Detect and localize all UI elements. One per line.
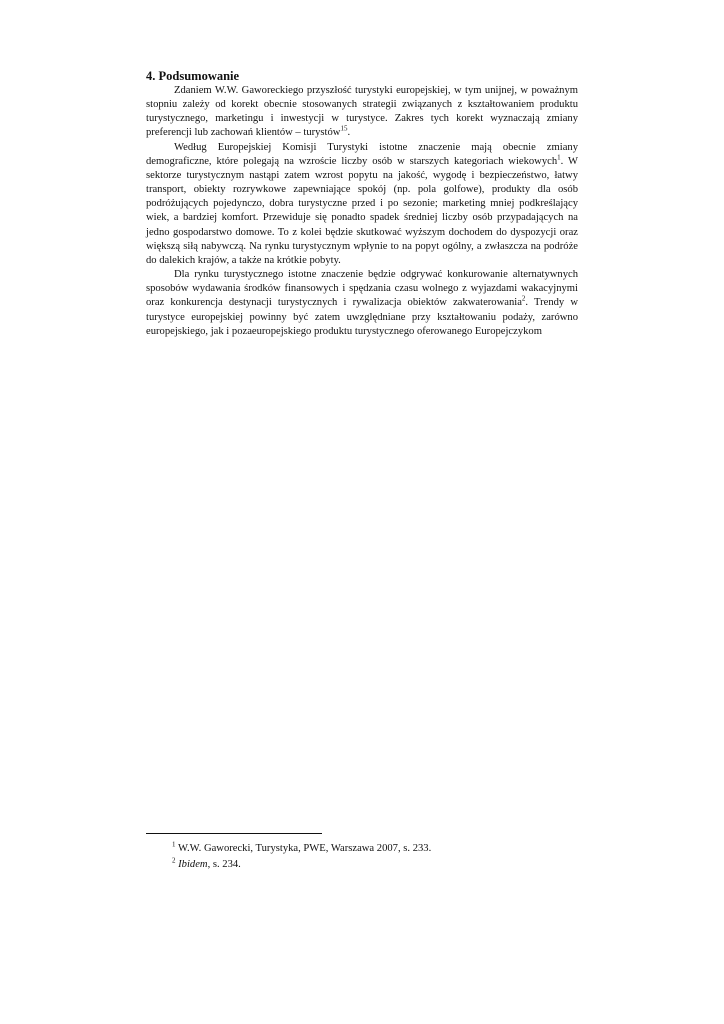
body-text: [146, 84, 578, 339]
paragraph-3-text-a: Dla rynku turystycznego istotne znaczenie będzie odgrywać konkurowanie alternatywnych sposobów wydawania środków finansowych i spędzania czasu wolnego z wyjazdami wakacyjnymi oraz konkurencja destynacji turystycznych i rywalizacja obiektów zakwaterowania: [146, 269, 578, 309]
footnote-2-text: , s. 234.: [207, 859, 241, 870]
paragraph-1: [146, 84, 578, 141]
footnote-2-italic: Ibidem: [178, 859, 208, 870]
footnote-ref-15: 15: [340, 124, 348, 133]
footnote-2: [172, 857, 431, 873]
footnote-ref-1: 1: [557, 153, 561, 162]
footnotes: [172, 841, 431, 873]
footnote-1: [172, 841, 431, 857]
paragraph-2-text-a: Według Europejskiej Komisji Turystyki istotne znaczenie mają obecnie zmiany demograficzne, które polegają na wzroście liczby osób w starszych kategoriach wiekowych: [146, 141, 578, 167]
paragraph-2: [146, 141, 578, 268]
footnote-ref-2: 2: [521, 294, 526, 303]
paragraph-1-text: Zdaniem W.W. Gaworeckiego przyszłość turystyki europejskiej, w tym unijnej, w poważnym stopniu zależy od korekt obecnie stosowanych strategii związanych z kształtowaniem produktu turystycznego, marketingu i inwestycji w turystyce. Zakres tych korekt wyznaczają zmiany preferencji lub zachowań klientów – turystów: [146, 85, 578, 139]
paragraph-3-text-b: . Trendy w turystyce europejskiej powinny być zatem uwzględniane przy kształtowaniu podaży, zarówno europejskiego, jak i pozaeuropejskiego produktu turystycznego oferowanego Europejczykom: [146, 297, 578, 337]
paragraph-2-text-b: . W sektorze turystycznym nastąpi zatem wzrost popytu na jakość, wygodę i bezpieczeństwo, łatwy transport, obiekty rozrywkowe zapewniające spokój (np. pola golfowe), produkty dla osób podróżujących pojedynczo, dobra turystyczne przed i po sezonie; marketing mniej podkreślający wiek, a bardziej komfort. Przewiduje się ponadto spadek średniej liczby osób przypadających na jedno gospodarstwo domowe. To z kolei będzie skutkować wyższym dochodem do dyspozycji oraz większą siłą nabywczą. Na rynku turystycznym wpłynie to na popyt ogólny, a zwłaszcza na podróże do dalekich krajów, a także na krótkie pobyty.: [146, 155, 579, 266]
footnote-1-text: W.W. Gaworecki, Turystyka, PWE, Warszawa 2007, s. 233.: [175, 843, 432, 854]
footnote-2-number: 2: [172, 856, 176, 865]
section-heading: 4. Podsumowanie: [146, 69, 240, 83]
paragraph-1-end: .: [347, 127, 351, 139]
footnote-1-number: 1: [172, 840, 176, 849]
footnote-separator: [146, 833, 322, 834]
paragraph-3: [146, 268, 578, 339]
